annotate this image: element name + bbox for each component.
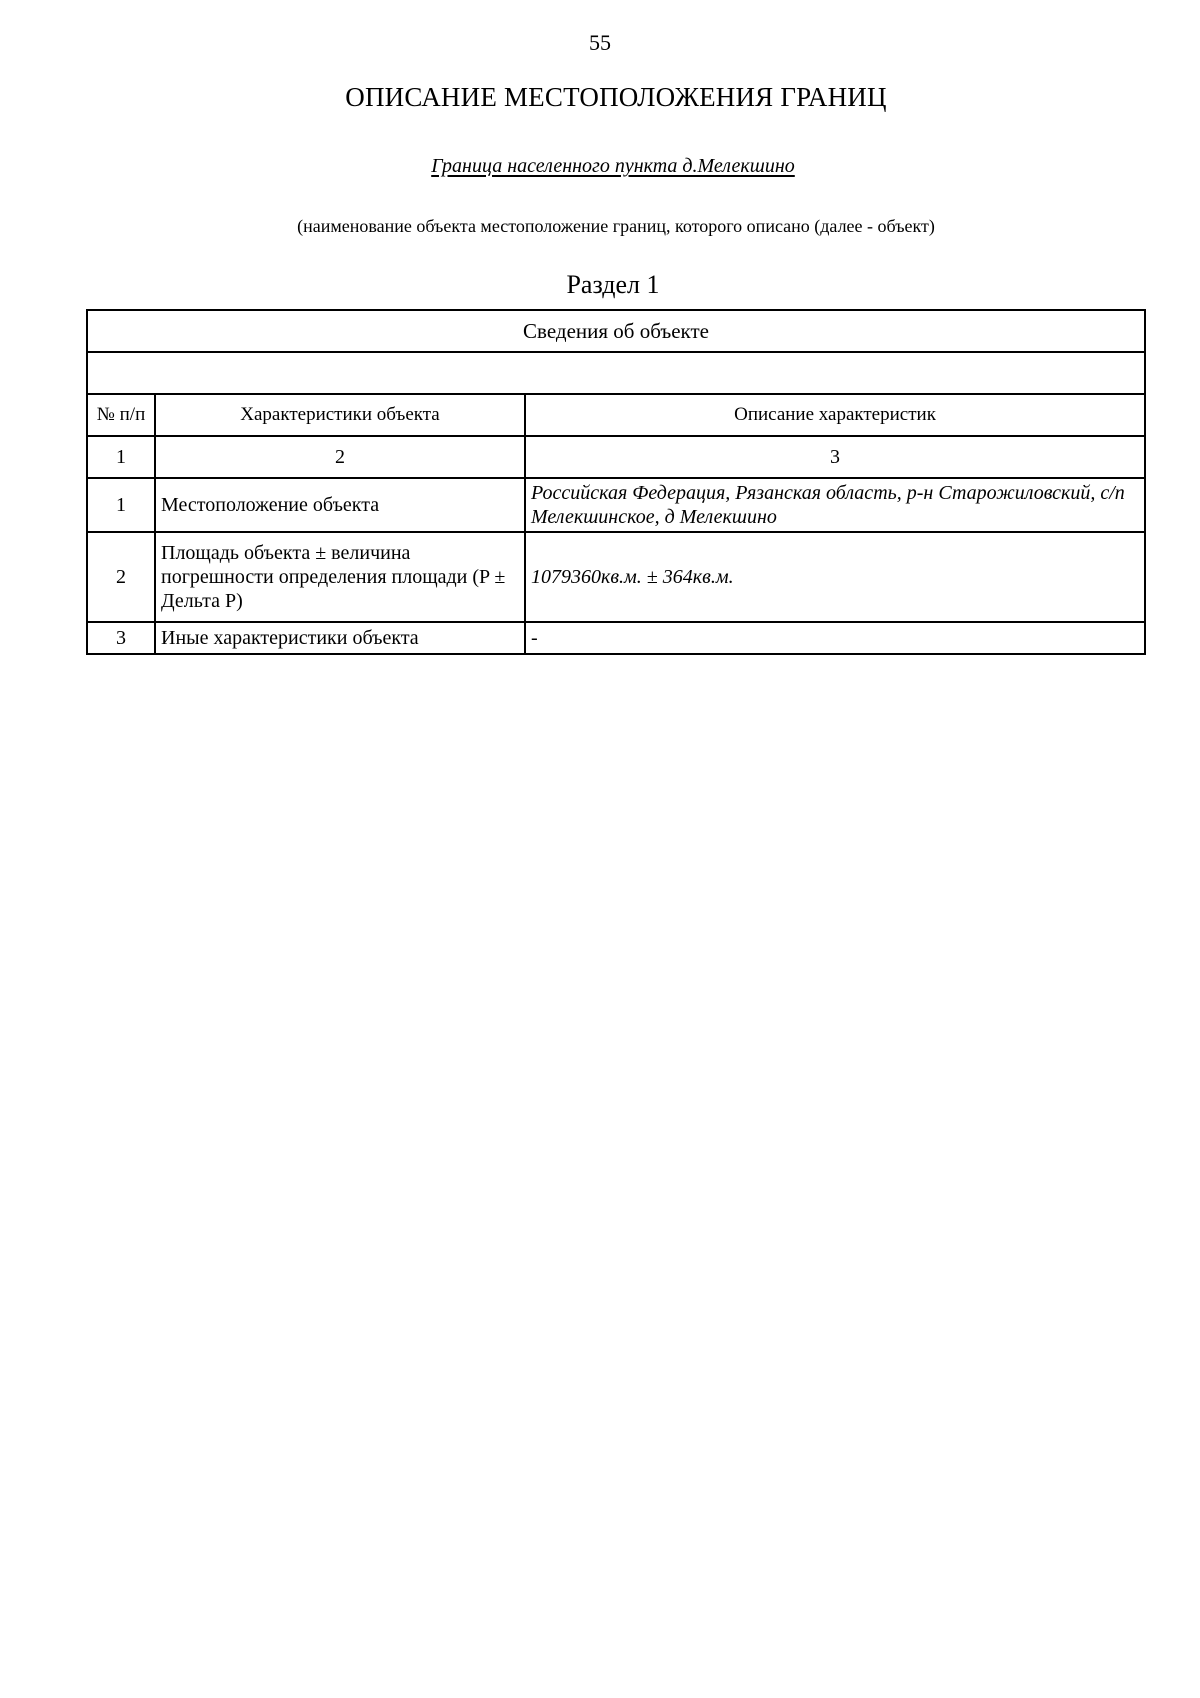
object-name-caption: (наименование объекта местоположение границ, которого описано (далее - объект): [297, 216, 935, 236]
index-cell: 3: [525, 436, 1145, 478]
row-characteristic: Местоположение объекта: [155, 478, 525, 532]
table-header-row: [87, 394, 1145, 436]
table-index-row: [87, 436, 1145, 478]
object-name: Граница населенного пункта д.Мелекшино: [431, 155, 795, 177]
row-characteristic: Иные характеристики объекта: [155, 622, 525, 654]
row-number: 3: [87, 622, 155, 654]
section-title: Раздел 1: [566, 270, 660, 299]
row-number: 1: [87, 478, 155, 532]
header-description: Описание характеристик: [525, 394, 1145, 436]
table-blank-cell: [87, 352, 1145, 394]
header-characteristic: Характеристики объекта: [155, 394, 525, 436]
row-description: 1079360кв.м. ± 364кв.м.: [525, 532, 1145, 622]
table-row: [87, 532, 1145, 622]
table-row: [87, 622, 1145, 654]
table-blank-row: [87, 352, 1145, 394]
table-title: Сведения об объекте: [87, 310, 1145, 352]
index-cell: 2: [155, 436, 525, 478]
index-cell: 1: [87, 436, 155, 478]
header-number: № п/п: [87, 394, 155, 436]
object-info-table: [86, 309, 1146, 655]
document-title: ОПИСАНИЕ МЕСТОПОЛОЖЕНИЯ ГРАНИЦ: [345, 82, 887, 112]
row-description: -: [525, 622, 1145, 654]
row-characteristic: Площадь объекта ± величина погрешности определения площади (P ± Дельта P): [155, 532, 525, 622]
row-number: 2: [87, 532, 155, 622]
page-number: 55: [589, 30, 611, 55]
table-title-row: [87, 310, 1145, 352]
table-row: [87, 478, 1145, 532]
row-description: Российская Федерация, Рязанская область, р-н Старожиловский, с/п Мелекшинское, д Мелекшино: [525, 478, 1145, 532]
